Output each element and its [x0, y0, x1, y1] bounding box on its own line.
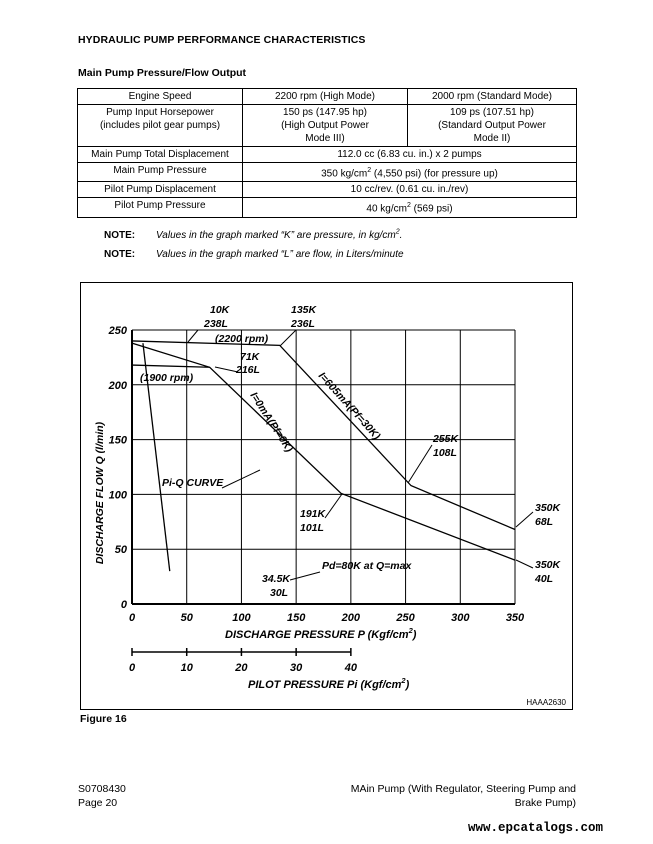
point-label-l: 101L — [300, 522, 324, 534]
x-tick-label: 200 — [341, 612, 361, 624]
annotation-pd-80k: Pd=80K at Q=max — [322, 560, 412, 572]
pilot-tick-label: 10 — [180, 662, 193, 674]
x-axis-title-sup: 2 — [408, 626, 413, 635]
leader-line — [290, 572, 320, 580]
point-label-k: 34.5K — [262, 573, 291, 585]
figure-caption: Figure 16 — [80, 713, 127, 725]
cell-line: Mode II) — [473, 133, 511, 144]
point-label-k: 71K — [240, 351, 260, 363]
footer-title-line: Brake Pump) — [514, 797, 576, 809]
footer-title-line: MAin Pump (With Regulator, Steering Pump and — [350, 783, 576, 795]
leader-line — [408, 445, 432, 483]
footer-left — [78, 782, 126, 810]
table-cell: Main Pump Pressure — [78, 163, 243, 182]
y-axis-title: DISCHARGE FLOW Q (l/min) — [94, 421, 106, 565]
annotation-pi-q-curve: Pi-Q CURVE — [162, 477, 224, 489]
pilot-tick-label: 20 — [235, 662, 248, 674]
y-tick-label: 100 — [108, 489, 127, 502]
annotation-2200rpm: (2200 rpm) — [215, 333, 269, 345]
note-text: Values in the graph marked “K” are pressure, in kg/cm — [156, 230, 396, 242]
x-axis-title — [225, 626, 417, 641]
point-label-k: 350K — [535, 502, 561, 514]
pilot-tick-label: 30 — [290, 662, 303, 674]
note-tail: . — [399, 230, 403, 242]
leader-line — [516, 512, 533, 527]
chart-labels — [94, 304, 567, 707]
leader-line — [188, 330, 198, 342]
footer-right — [351, 782, 576, 810]
cell-line: 109 ps (107.51 hp) — [450, 107, 534, 118]
doc-number: S0708430 — [78, 783, 126, 795]
y-tick-label: 250 — [108, 325, 127, 337]
pilot-axis-title-sup: 2 — [401, 676, 406, 685]
superscript: 2 — [406, 202, 411, 210]
table-cell: Engine Speed — [78, 89, 243, 105]
point-label-l: 216L — [236, 364, 260, 376]
table-cell: 112.0 cc (6.83 cu. in.) x 2 pumps — [243, 147, 577, 163]
x-tick-label: 100 — [232, 612, 251, 624]
pilot-axis-title-text: PILOT PRESSURE Pi (Kgf/cm — [248, 679, 402, 691]
table-cell: Pilot Pump Displacement — [78, 182, 243, 198]
cell-line: Mode III) — [305, 133, 345, 144]
y-tick-label: 150 — [108, 434, 127, 447]
cell-line: (Standard Output Power — [438, 120, 546, 131]
point-label-l: 236L — [291, 318, 315, 330]
page-title: HYDRAULIC PUMP PERFORMANCE CHARACTERISTICS — [78, 34, 366, 46]
leader-line — [280, 330, 296, 346]
point-label-l: 108L — [433, 447, 457, 459]
note-label: NOTE: — [104, 249, 136, 260]
point-label-k: 350K — [535, 559, 561, 571]
leader-line — [516, 560, 533, 568]
x-axis-title-tail: ) — [412, 629, 417, 641]
leader-line — [215, 367, 238, 372]
cell-line: (High Output Power — [281, 120, 369, 131]
pilot-axis-title-tail: ) — [405, 679, 410, 691]
pilot-tick-label: 0 — [128, 662, 136, 674]
page-number: Page 20 — [78, 797, 118, 809]
point-label-k: 191K — [300, 508, 326, 520]
superscript: 2 — [367, 167, 372, 174]
cell-text: (569 psi) — [410, 203, 453, 215]
leader-line — [325, 494, 342, 518]
table-cell: Pilot Pump Pressure — [78, 198, 243, 217]
point-label-k: 10K — [210, 304, 230, 316]
y-tick-label: 50 — [114, 544, 127, 557]
series-label-0ma: I=0mA(Pf=0K) — [247, 390, 296, 455]
x-tick-label: 150 — [286, 612, 306, 624]
series-line-3 — [132, 365, 210, 367]
table-cell: 2000 rpm (Standard Mode) — [408, 89, 577, 105]
x-tick-label: 350 — [505, 612, 525, 624]
note-label: NOTE: — [104, 230, 136, 242]
table-cell: 10 cc/rev. (0.61 cu. in./rev) — [243, 182, 577, 198]
cell-text: 40 kg/cm — [366, 203, 407, 215]
point-label-l: 238L — [204, 318, 228, 330]
x-tick-label: 300 — [451, 612, 470, 624]
cell-line: Pump Input Horsepower — [106, 107, 214, 118]
x-tick-label: 0 — [128, 612, 136, 624]
point-label-l: 68L — [535, 516, 554, 528]
point-label-l: 30L — [270, 587, 289, 599]
annotation-1900rpm: (1900 rpm) — [140, 372, 194, 384]
section-subtitle: Main Pump Pressure/Flow Output — [78, 67, 247, 79]
point-label-k: 255K — [433, 433, 459, 445]
cell-text: (4,550 psi) (for pressure up) — [371, 168, 498, 180]
point-label-k: 135K — [291, 304, 317, 316]
table-cell: Main Pump Total Displacement — [78, 147, 243, 163]
cell-text: 350 kg/cm — [321, 168, 368, 180]
figure-code: HAAA2630 — [526, 698, 566, 707]
cell-line: 150 ps (147.95 hp) — [283, 107, 367, 118]
pilot-tick-label: 40 — [344, 662, 357, 674]
superscript: 2 — [395, 229, 400, 236]
watermark-url: www.epcatalogs.com — [467, 821, 603, 835]
x-tick-label: 50 — [180, 612, 193, 624]
y-tick-label: 200 — [108, 379, 127, 392]
pilot-axis-title — [248, 676, 410, 691]
x-tick-label: 250 — [396, 612, 415, 624]
table-cell: 2200 rpm (High Mode) — [243, 89, 408, 105]
x-axis-title-text: DISCHARGE PRESSURE P (Kgf/cm — [225, 629, 409, 641]
note-text: Values in the graph marked “L” are flow, in Liters/minute — [156, 249, 404, 260]
series-label-605ma: I=605mA(Pf=30K) — [315, 369, 383, 443]
point-label-l: 40L — [535, 573, 554, 585]
y-tick-label: 0 — [120, 599, 127, 611]
cell-line: (includes pilot gear pumps) — [99, 120, 221, 131]
